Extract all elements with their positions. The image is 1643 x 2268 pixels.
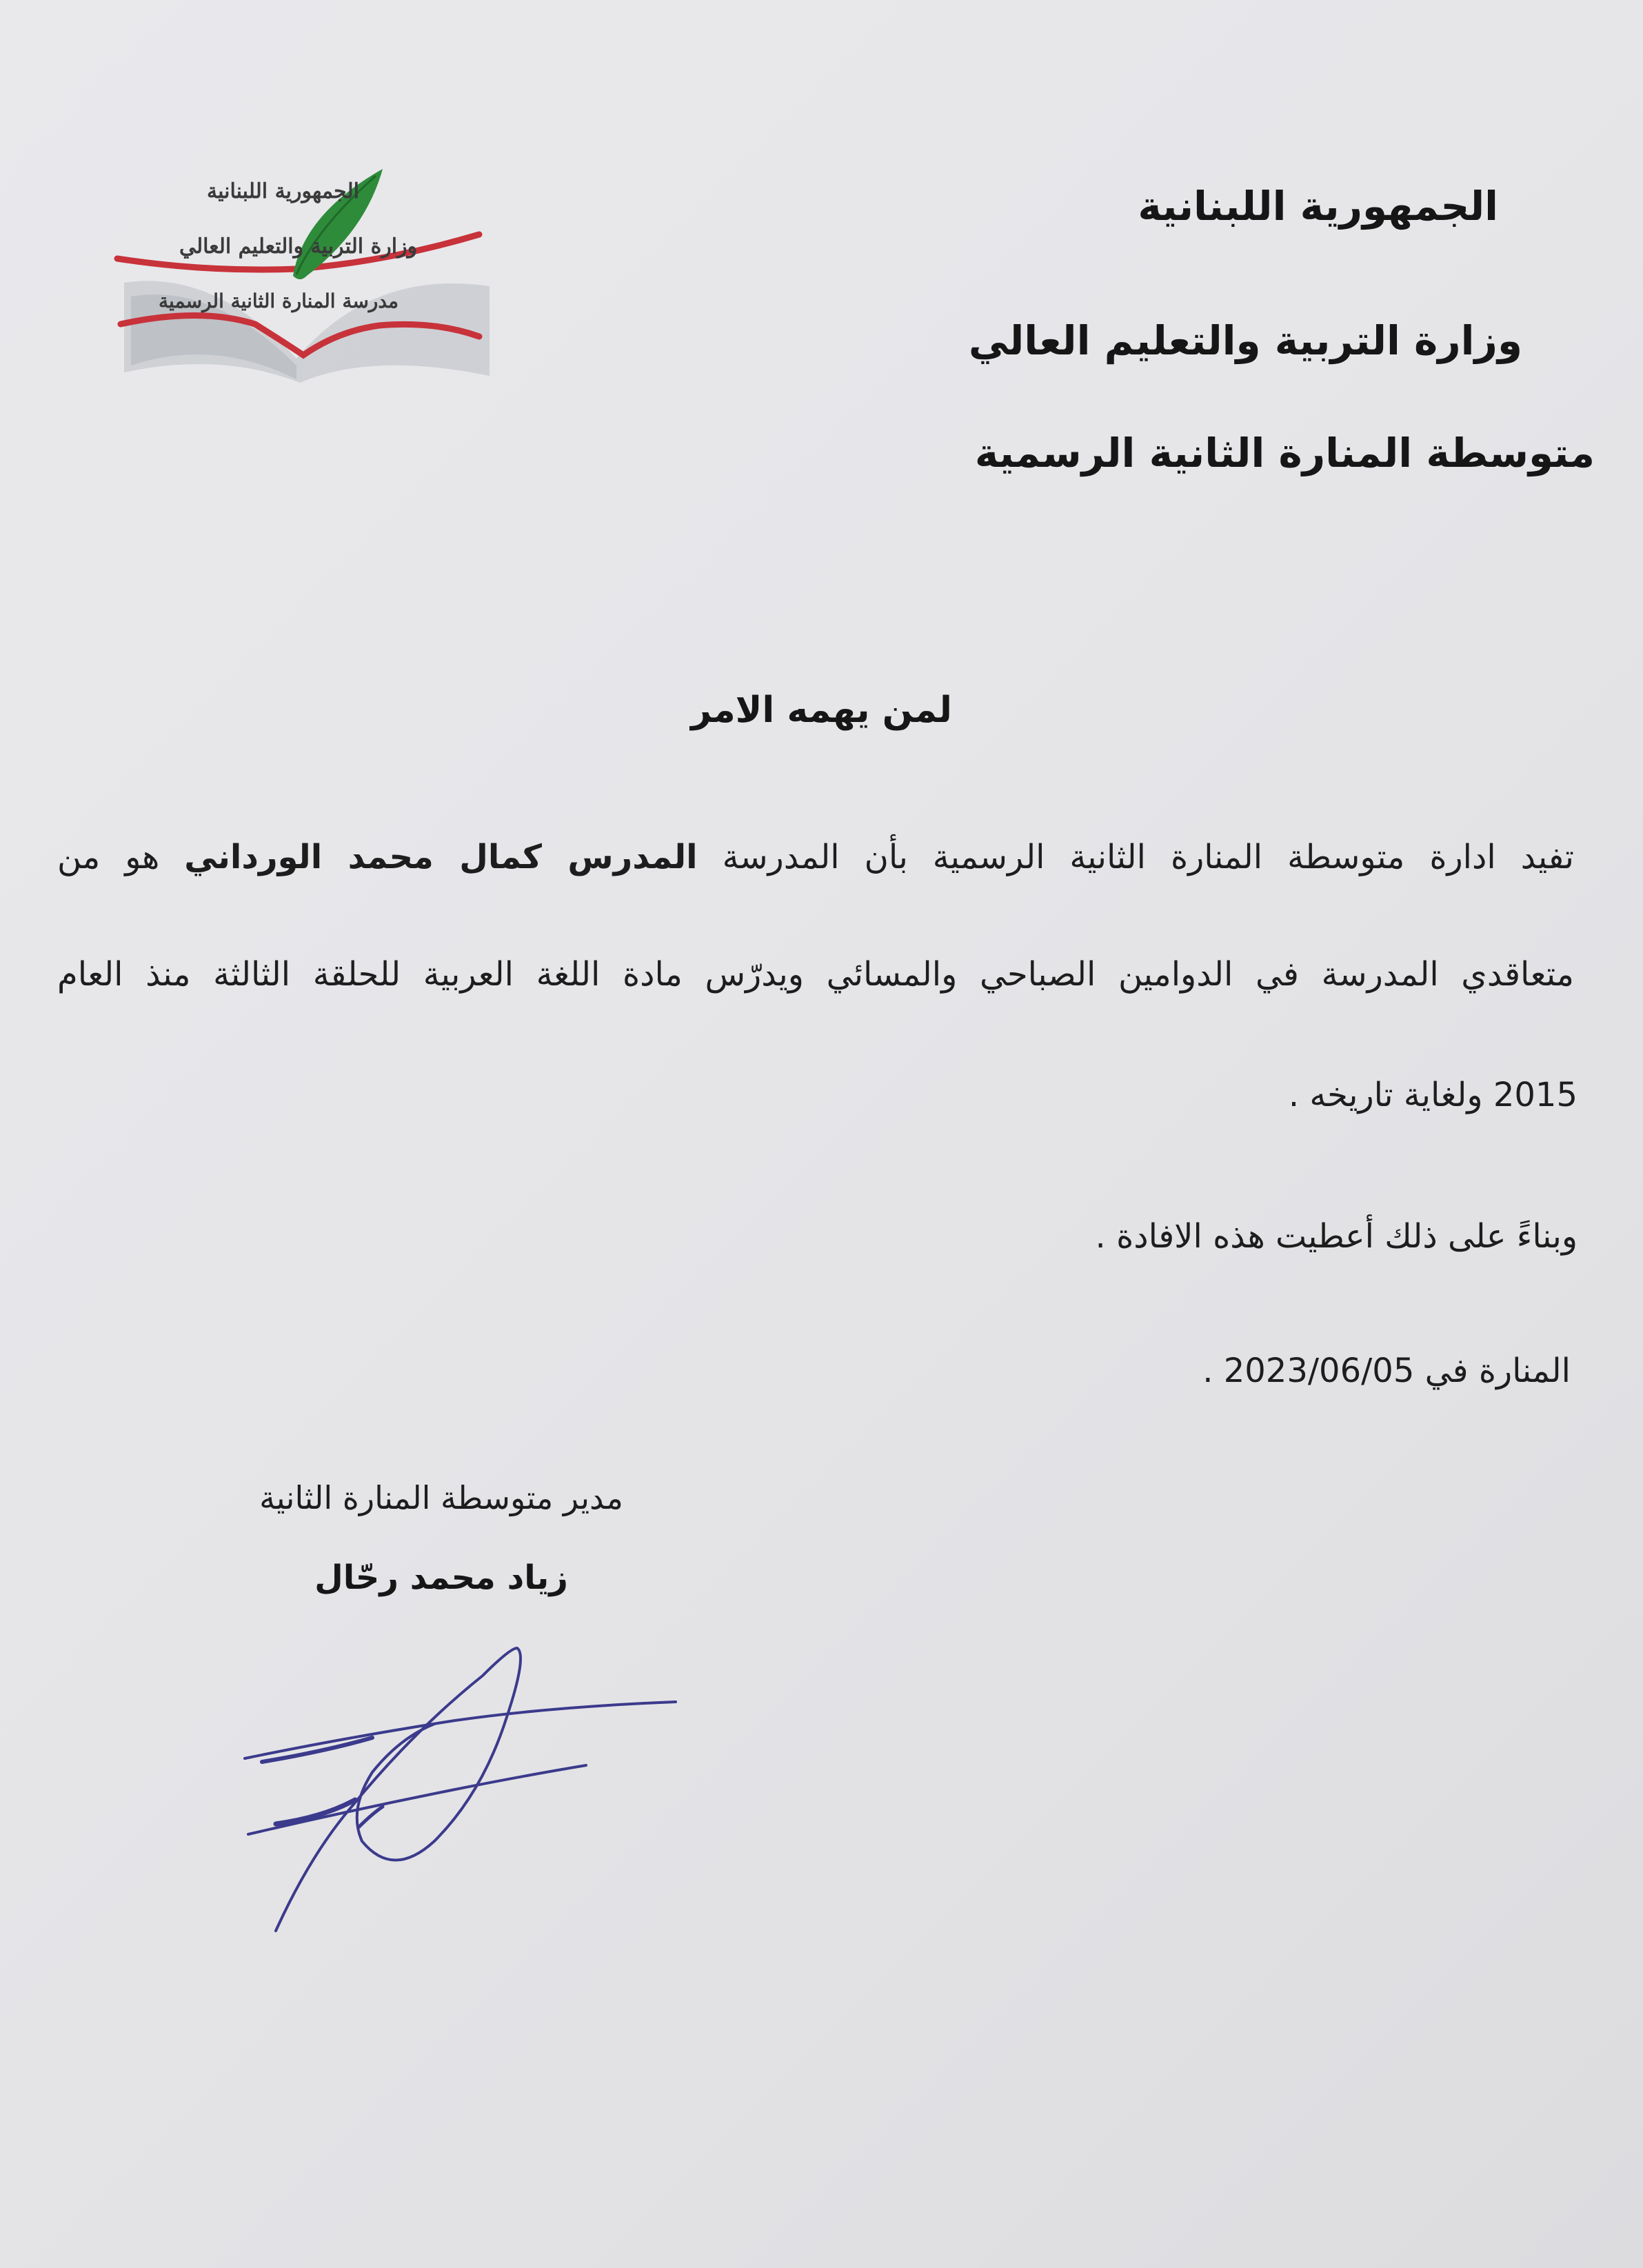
- body-line-4: وبناءً على ذلك أعطيت هذه الافادة .: [1095, 1217, 1578, 1256]
- teacher-name: المدرس كمال محمد الورداني: [184, 838, 698, 876]
- signature: [234, 1634, 689, 1958]
- letter-date: المنارة في 2023/06/05 .: [1202, 1352, 1571, 1390]
- signature-scribble-icon: [234, 1634, 689, 1958]
- letter-title: لمن يهمه الامر: [691, 690, 952, 731]
- logo-republic-text: الجمهورية اللبنانية: [207, 179, 360, 203]
- header-school: متوسطة المنارة الثانية الرسمية: [974, 430, 1595, 476]
- body-line-1-suffix: هو من: [57, 838, 185, 876]
- body-line-1: [57, 838, 1574, 876]
- signatory-name: زياد محمد رحّال: [314, 1558, 568, 1597]
- body-line-1-prefix: تفيد ادارة متوسطة المنارة الثانية الرسمية بأن المدرسة: [697, 838, 1575, 876]
- body-line-3: 2015 ولغاية تاريخه .: [1288, 1076, 1578, 1114]
- school-logo: [110, 165, 496, 393]
- signatory-title: مدير متوسطة المنارة الثانية: [259, 1479, 623, 1516]
- logo-school-text: مدرسة المنارة الثانية الرسمية: [159, 290, 399, 312]
- header-ministry: وزارة التربية والتعليم العالي: [968, 317, 1522, 364]
- header-republic: الجمهورية اللبنانية: [1138, 183, 1498, 230]
- logo-ministry-text: وزارة التربية والتعليم العالي: [179, 234, 418, 259]
- body-line-2: متعاقدي المدرسة في الدوامين الصباحي والمسائي ويدرّس مادة اللغة العربية للحلقة الثالثة منذ العام: [57, 955, 1574, 994]
